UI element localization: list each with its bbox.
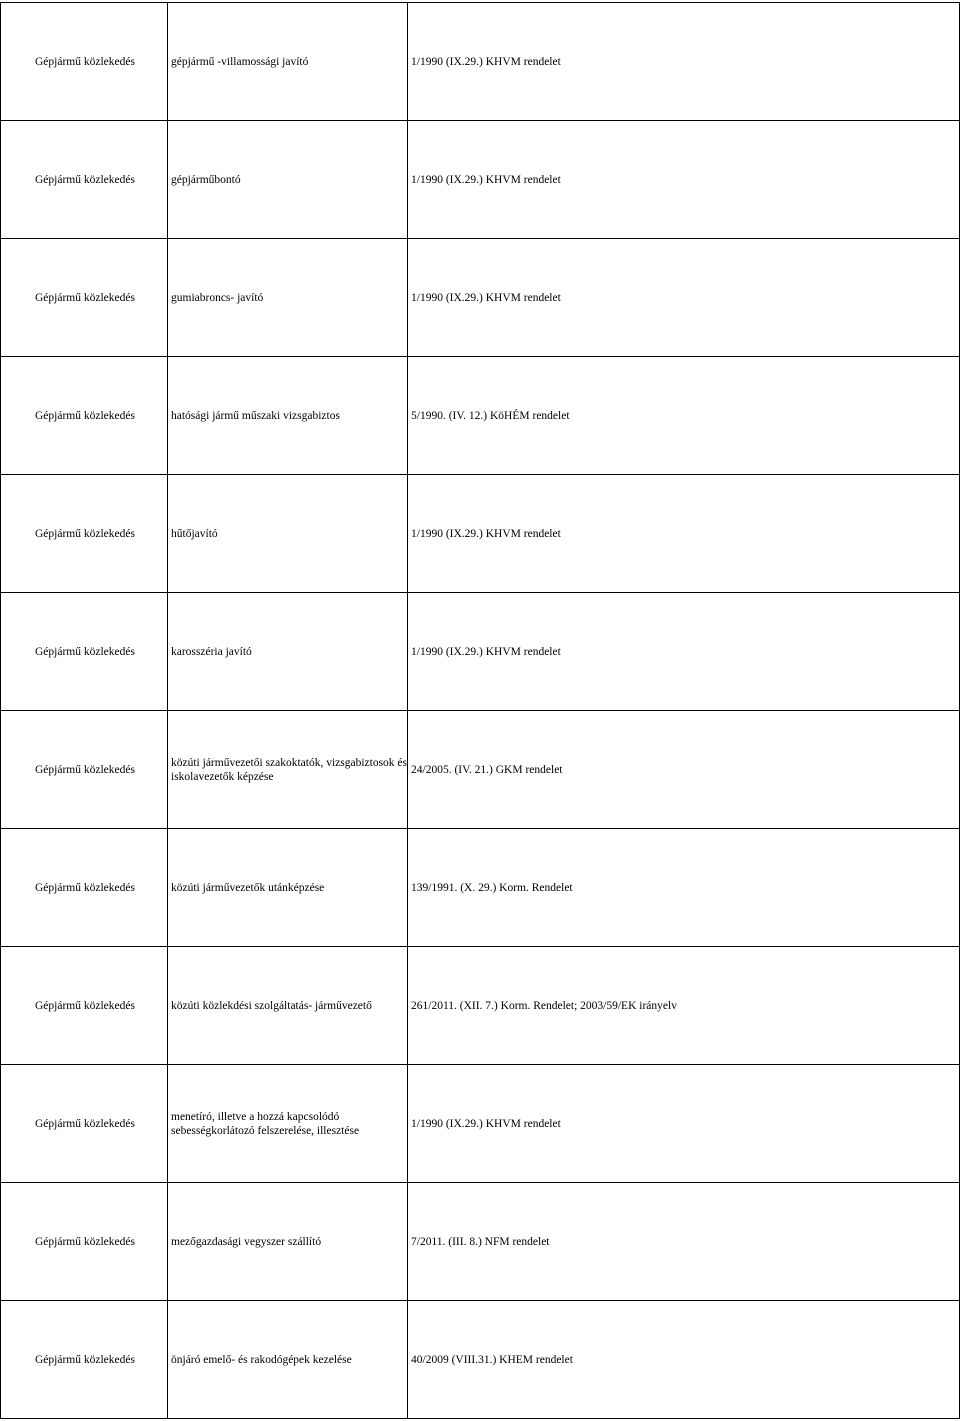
regulation-cell: 139/1991. (X. 29.) Korm. Rendelet (407, 829, 959, 946)
occupation-cell (167, 1065, 407, 1182)
regulation-cell: 24/2005. (IV. 21.) GKM rendelet (407, 711, 959, 828)
occupation-cell (167, 475, 407, 592)
regulation-cell: 1/1990 (IX.29.) KHVM rendelet (407, 121, 959, 238)
table-row (0, 1064, 960, 1182)
area-cell: Gépjármű közlekedés (35, 291, 135, 304)
area-cell: Gépjármű közlekedés (35, 999, 135, 1012)
regulation-cell: 1/1990 (IX.29.) KHVM rendelet (407, 239, 959, 356)
table-row (0, 828, 960, 946)
occupation-cell (167, 1183, 407, 1300)
occupation-cell (167, 3, 407, 120)
table-row (0, 592, 960, 710)
occupation-cell (167, 711, 407, 828)
occupation-cell (167, 947, 407, 1064)
regulation-cell: 5/1990. (IV. 12.) KöHÉM rendelet (407, 357, 959, 474)
occupation-cell (167, 239, 407, 356)
occupation-text: közúti közlekdési szolgáltatás- járművezető (171, 999, 372, 1012)
table-row (0, 474, 960, 592)
occupation-text: közúti járművezetői szakoktatók, vizsgabiztosok és iskolavezetők képzése (171, 756, 408, 783)
regulation-cell: 1/1990 (IX.29.) KHVM rendelet (407, 475, 959, 592)
occupation-text: önjáró emelő- és rakodógépek kezelése (171, 1353, 352, 1366)
occupation-text: gépjármű -villamossági javító (171, 55, 309, 68)
area-cell: Gépjármű közlekedés (35, 173, 135, 186)
area-cell: Gépjármű közlekedés (35, 1235, 135, 1248)
occupation-text: mezőgazdasági vegyszer szállító (171, 1235, 322, 1248)
area-cell: Gépjármű közlekedés (35, 527, 135, 540)
area-cell: Gépjármű közlekedés (35, 1353, 135, 1366)
occupation-cell (167, 121, 407, 238)
table-row (0, 1182, 960, 1300)
area-cell: Gépjármű közlekedés (35, 645, 135, 658)
table-row (0, 356, 960, 474)
table-row (0, 710, 960, 828)
occupation-cell (167, 357, 407, 474)
occupation-cell (167, 1301, 407, 1418)
table-row (0, 2, 960, 120)
table-row (0, 1300, 960, 1419)
occupation-text: hatósági jármű műszaki vizsgabiztos (171, 409, 340, 422)
occupation-cell (167, 593, 407, 710)
regulation-cell: 40/2009 (VIII.31.) KHEM rendelet (407, 1301, 959, 1418)
area-cell: Gépjármű közlekedés (35, 1117, 135, 1130)
area-cell: Gépjármű közlekedés (35, 55, 135, 68)
occupation-text: gumiabroncs- javító (171, 291, 264, 304)
occupation-text: gépjárműbontó (171, 173, 241, 186)
occupation-text: karosszéria javító (171, 645, 252, 658)
regulation-cell: 1/1990 (IX.29.) KHVM rendelet (407, 593, 959, 710)
occupation-text: hűtőjavító (171, 527, 218, 540)
occupation-cell (167, 829, 407, 946)
area-cell: Gépjármű közlekedés (35, 763, 135, 776)
table-row (0, 120, 960, 238)
area-cell: Gépjármű közlekedés (35, 409, 135, 422)
regulation-cell: 261/2011. (XII. 7.) Korm. Rendelet; 2003/59/EK irányelv (407, 947, 959, 1064)
regulation-cell: 7/2011. (III. 8.) NFM rendelet (407, 1183, 959, 1300)
table-row (0, 238, 960, 356)
occupation-text: menetíró, illetve a hozzá kapcsolódó sebességkorlátozó felszerelése, illesztése (171, 1110, 360, 1137)
regulation-cell: 1/1990 (IX.29.) KHVM rendelet (407, 1065, 959, 1182)
area-cell: Gépjármű közlekedés (35, 881, 135, 894)
occupation-text: közúti járművezetők utánképzése (171, 881, 325, 894)
regulation-cell: 1/1990 (IX.29.) KHVM rendelet (407, 3, 959, 120)
table-row (0, 946, 960, 1064)
